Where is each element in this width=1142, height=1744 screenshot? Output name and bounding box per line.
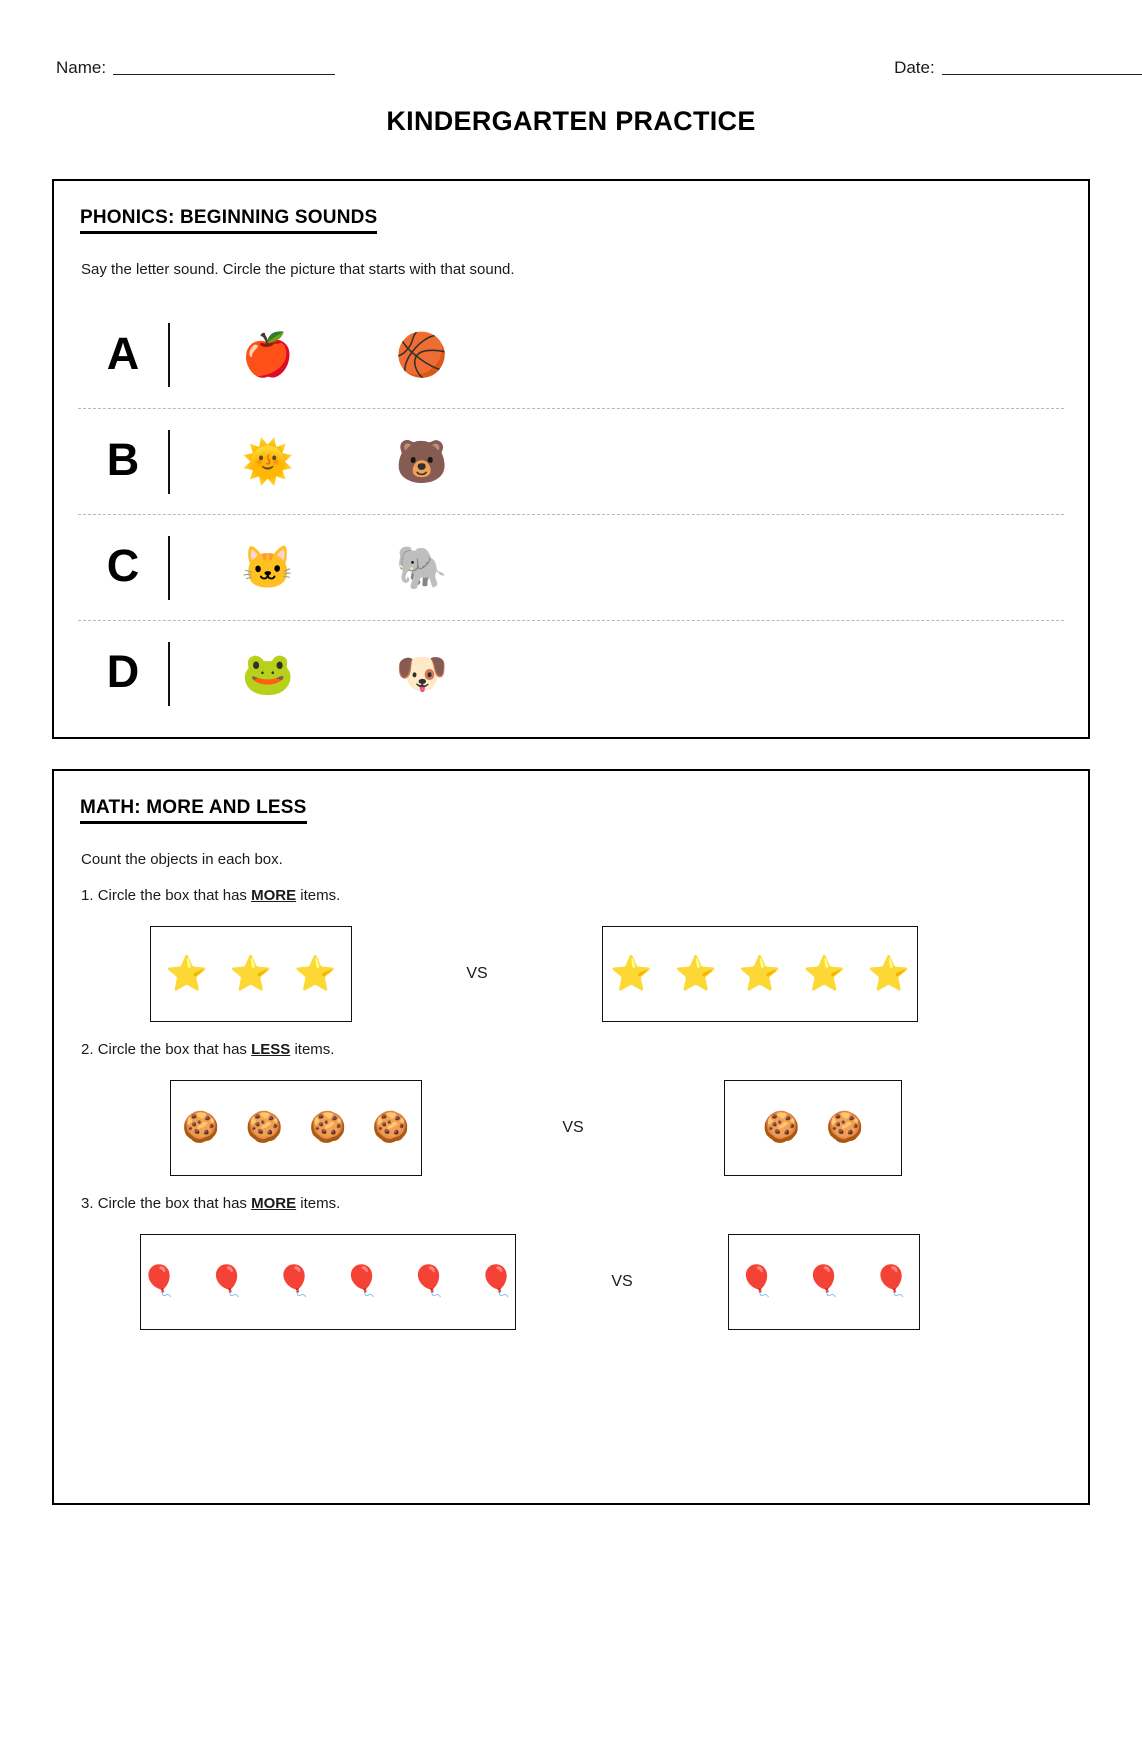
name-write-line[interactable] [113,73,335,75]
question-suffix: items. [300,1195,341,1212]
phonics-letter: D [106,646,140,697]
question-prefix: Circle the box that has [97,887,247,904]
vs-label: VS [611,1273,633,1290]
math-instruction: Count the objects in each box. [81,851,283,868]
phonics-section [52,179,1090,739]
question-number: 1. [81,887,94,904]
compare-row-3 [78,1234,1064,1330]
date-field-group [894,59,1142,78]
math-question-2-text [81,1041,1064,1058]
vs-label: VS [466,965,488,982]
math-section [52,769,1090,1505]
balloon-icon: 🎈 [140,1265,179,1298]
cookie-icon: 🍪 [309,1111,347,1144]
question-suffix: items. [294,1041,335,1058]
star-icon: ⭐ [165,955,208,993]
phonics-letter: B [106,434,140,485]
balloon-icon: 🎈 [275,1265,313,1298]
letter-divider [168,642,170,706]
frog-icon[interactable]: 🐸 [241,649,295,697]
balloon-icon: 🎈 [805,1265,843,1298]
phonics-rows [78,302,1064,726]
sun-icon[interactable]: 🌞 [241,437,295,485]
balloon-icon: 🎈 [737,1265,776,1298]
star-icon: ⭐ [294,955,337,993]
cookie-icon: 🍪 [372,1111,410,1144]
date-write-line[interactable] [942,73,1142,75]
name-date-header [52,44,1090,78]
question-prefix: Circle the box that has [97,1041,247,1058]
question-keyword: MORE [251,887,297,904]
cat-icon[interactable]: 🐱 [241,543,295,591]
math-heading: MATH: MORE AND LESS [80,797,307,824]
star-icon: ⭐ [867,955,910,993]
math-question-1-text [81,887,1064,904]
question-number: 3. [81,1195,94,1212]
phonics-row-a [78,302,1064,408]
star-icon: ⭐ [738,955,782,993]
balloon-icon: 🎈 [477,1265,516,1298]
question-prefix: Circle the box that has [97,1195,247,1212]
phonics-instruction: Say the letter sound. Circle the picture that starts with that sound. [81,261,515,278]
phonics-row-c [78,514,1064,620]
cookie-icon: 🍪 [245,1111,283,1144]
compare-row-1 [78,926,1064,1022]
name-label: Name: [56,58,107,77]
name-field-group [56,59,335,78]
item-box-left[interactable] [150,926,352,1022]
balloon-icon: 🎈 [343,1265,381,1298]
balloon-icon: 🎈 [208,1265,246,1298]
letter-divider [168,323,170,387]
item-box-left[interactable] [170,1080,422,1176]
compare-row-2 [78,1080,1064,1176]
balloon-icon: 🎈 [872,1265,911,1298]
star-icon: ⭐ [229,955,273,993]
cookie-icon: 🍪 [762,1111,800,1144]
phonics-letter: A [106,327,140,379]
star-icon: ⭐ [803,955,846,993]
elephant-icon[interactable]: 🐘 [395,543,449,591]
phonics-row-d [78,620,1064,726]
star-icon: ⭐ [674,955,717,993]
item-box-right[interactable] [728,1234,920,1330]
cookie-icon: 🍪 [826,1111,864,1144]
star-icon: ⭐ [610,955,653,993]
math-question-3-text [81,1195,1064,1212]
item-box-left[interactable] [140,1234,516,1330]
cookie-icon: 🍪 [182,1111,220,1144]
apple-icon[interactable]: 🍎 [241,331,295,378]
bear-icon[interactable]: 🐻 [395,437,449,485]
question-keyword: MORE [251,1195,297,1212]
question-suffix: items. [300,887,341,904]
date-label: Date: [894,58,935,77]
balloon-icon: 🎈 [410,1265,448,1298]
phonics-letter: C [106,540,140,591]
item-box-right[interactable] [724,1080,902,1176]
letter-divider [168,430,170,494]
dog-icon[interactable]: 🐶 [395,649,449,697]
question-keyword: LESS [251,1041,291,1058]
vs-label: VS [562,1119,584,1136]
basketball-icon[interactable]: 🏀 [395,331,449,378]
phonics-heading: PHONICS: BEGINNING SOUNDS [80,207,377,234]
phonics-row-b [78,408,1064,514]
item-box-right[interactable] [602,926,918,1022]
question-number: 2. [81,1041,94,1058]
letter-divider [168,536,170,600]
page-title: KINDERGARTEN PRACTICE [386,106,756,136]
